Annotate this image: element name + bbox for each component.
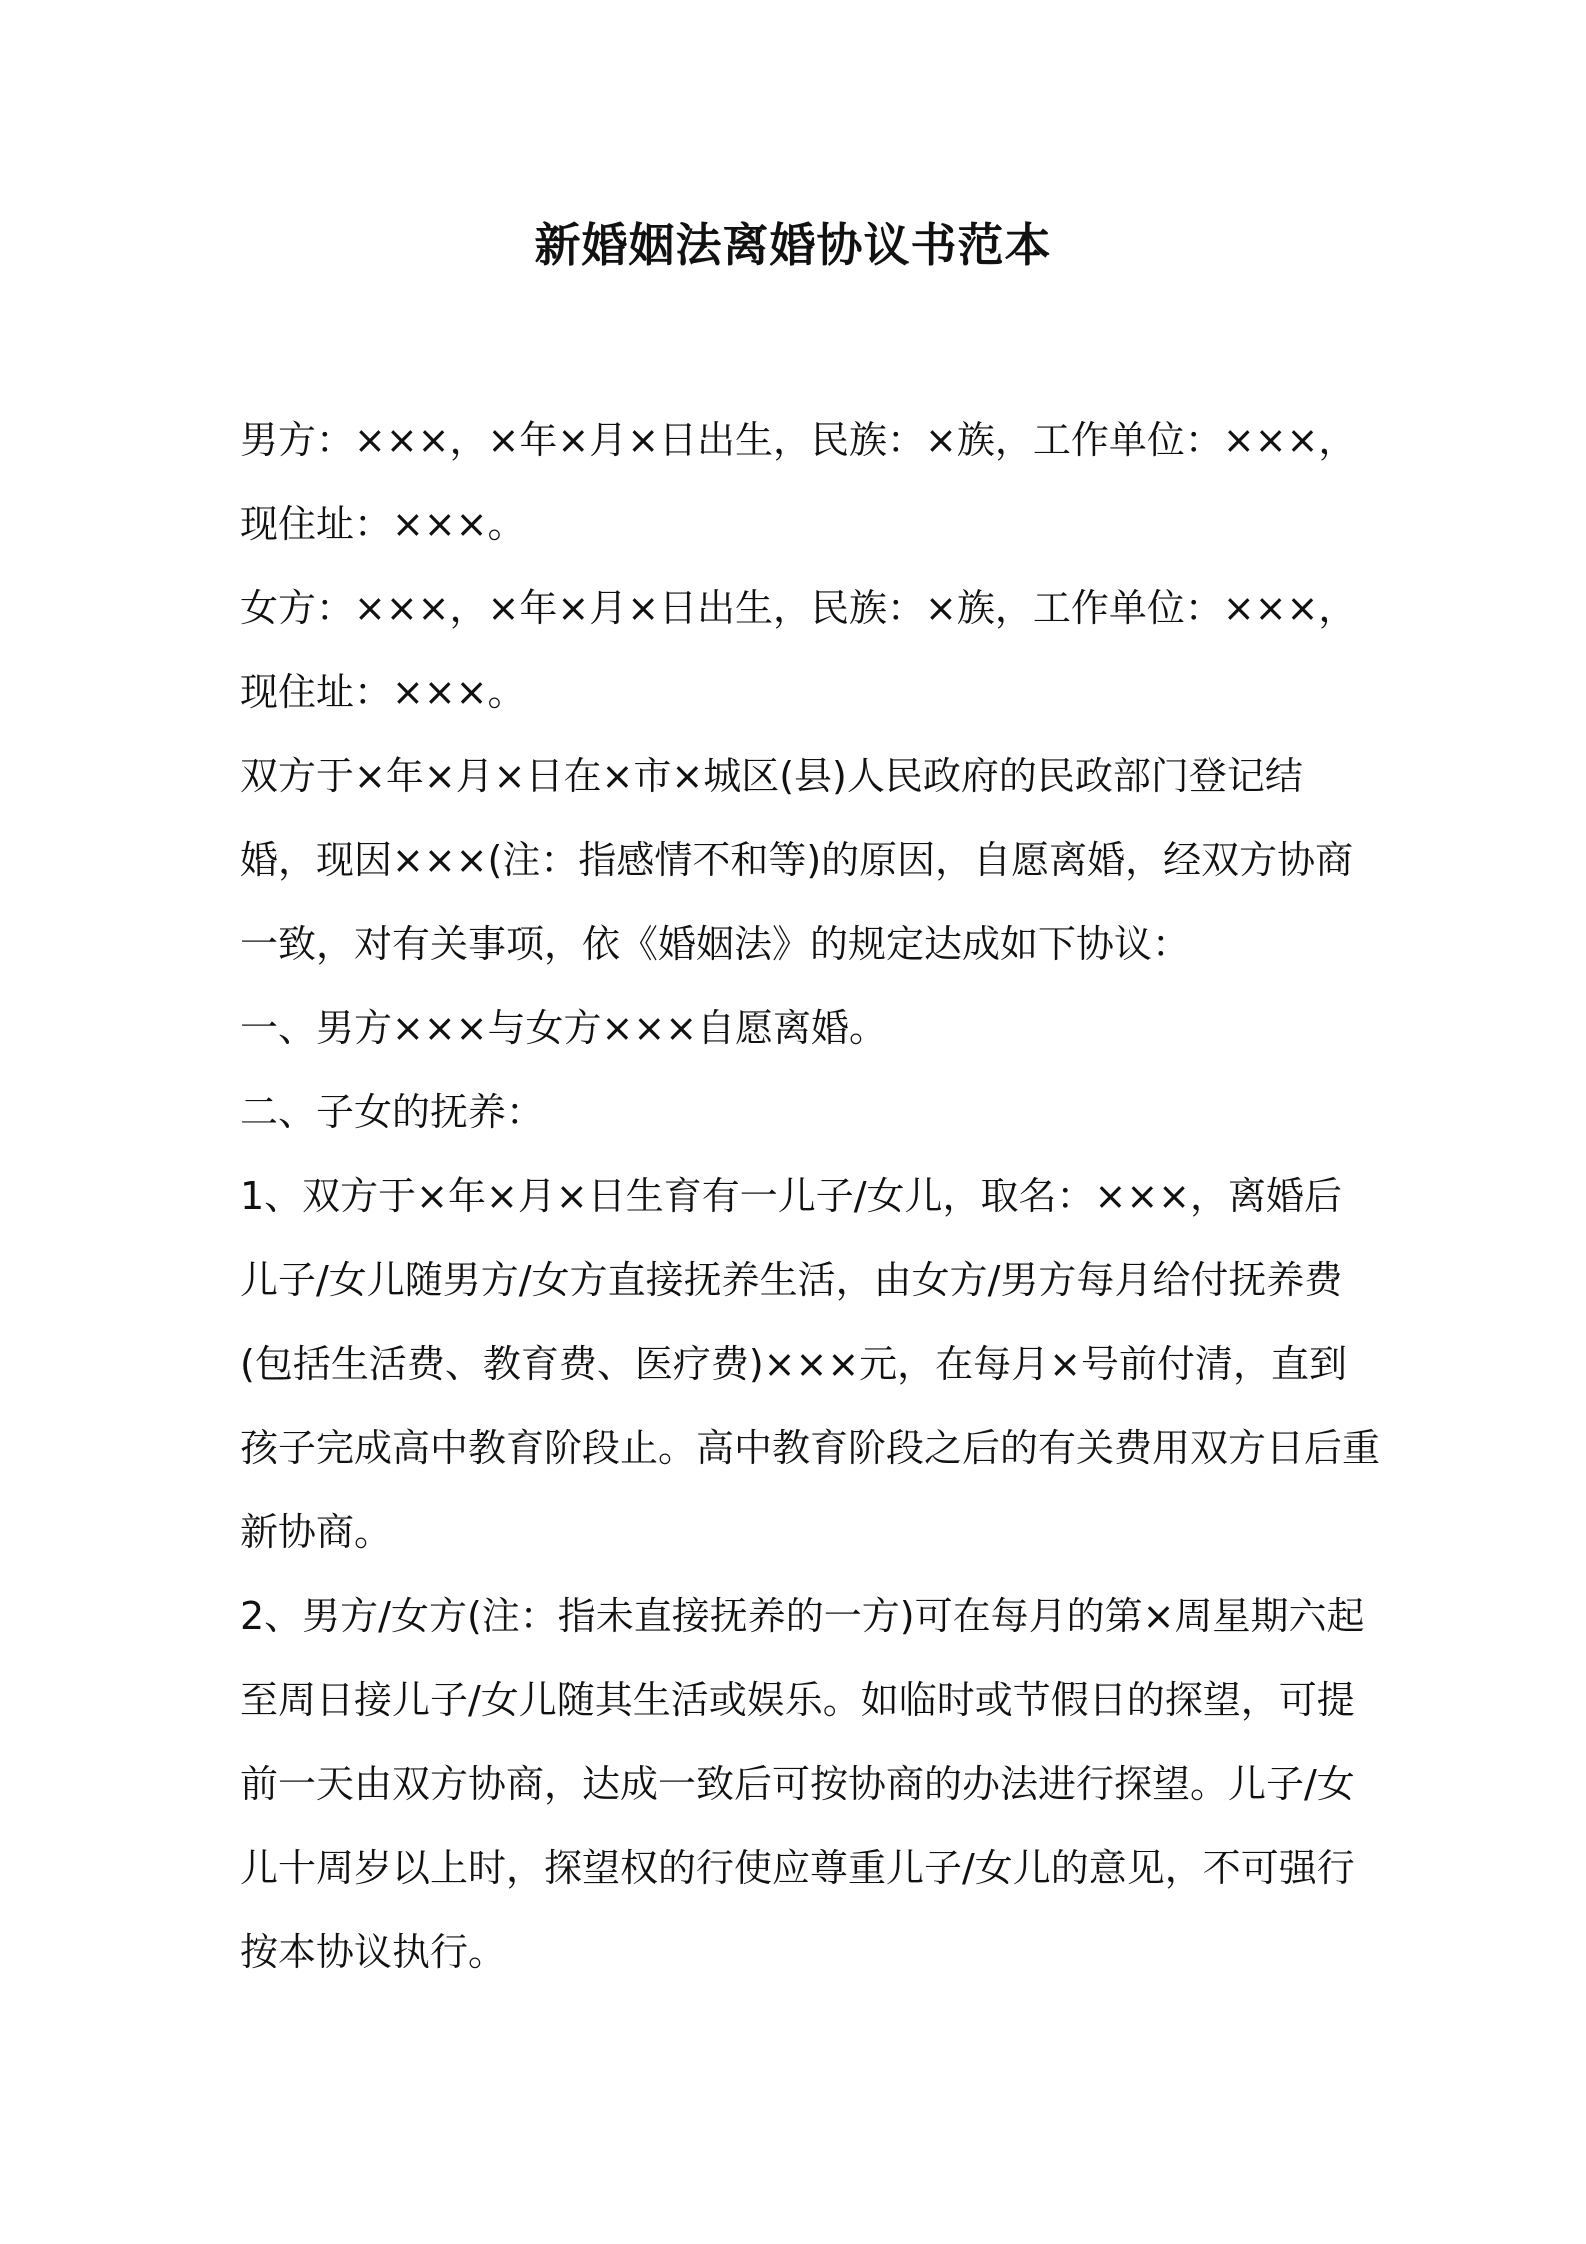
text-line: 一致，对有关事项，依《婚姻法》的规定达成如下协议：	[240, 922, 1191, 966]
text-line: 双方于×年×月×日在×市×城区(县)人民政府的民政部门登记结	[240, 754, 1303, 798]
text-line: 按本协议执行。	[240, 1930, 507, 1974]
clause-1-divorce	[240, 986, 1360, 1070]
document-body	[240, 398, 1381, 1994]
text-line: 儿十周岁以上时，探望权的行使应尊重儿子/女儿的意见，不可强行	[240, 1846, 1355, 1890]
text-line: 新协商。	[240, 1510, 393, 1554]
paragraph-wife-info	[240, 566, 1360, 734]
text-line: (包括生活费、教育费、医疗费)×××元，在每月×号前付清，直到	[240, 1342, 1348, 1386]
text-line: 2、男方/女方(注：指未直接抚养的一方)可在每月的第×周星期六起	[240, 1594, 1365, 1638]
text-line: 孩子完成高中教育阶段止。高中教育阶段之后的有关费用双方日后重	[240, 1426, 1381, 1470]
paragraph-husband-info	[240, 398, 1360, 566]
text-line: 前一天由双方协商，达成一致后可按协商的办法进行探望。儿子/女	[240, 1762, 1355, 1806]
clause-2-heading	[240, 1070, 1360, 1154]
text-line: 现住址：×××。	[240, 670, 526, 714]
clause-2-item-2	[240, 1574, 1365, 1994]
text-line: 二、子女的抚养：	[240, 1090, 545, 1134]
text-line: 一、男方×××与女方×××自愿离婚。	[240, 1006, 888, 1050]
clause-2-item-1	[240, 1154, 1381, 1574]
text-line: 至周日接儿子/女儿随其生活或娱乐。如临时或节假日的探望，可提	[240, 1678, 1355, 1722]
text-line: 1、双方于×年×月×日生育有一儿子/女儿，取名：×××，离婚后	[240, 1174, 1343, 1218]
document-title: 新婚姻法离婚协议书范本	[534, 218, 1052, 272]
text-line: 婚，现因×××(注：指感情不和等)的原因，自愿离婚，经双方协商	[240, 838, 1354, 882]
text-line: 儿子/女儿随男方/女方直接抚养生活，由女方/男方每月给付抚养费	[240, 1258, 1343, 1302]
text-line: 现住址：×××。	[240, 502, 526, 546]
paragraph-preamble	[240, 734, 1360, 986]
text-line: 女方：×××，×年×月×日出生，民族：×族，工作单位：×××，	[240, 586, 1357, 630]
text-line: 男方：×××，×年×月×日出生，民族：×族，工作单位：×××，	[240, 418, 1357, 462]
